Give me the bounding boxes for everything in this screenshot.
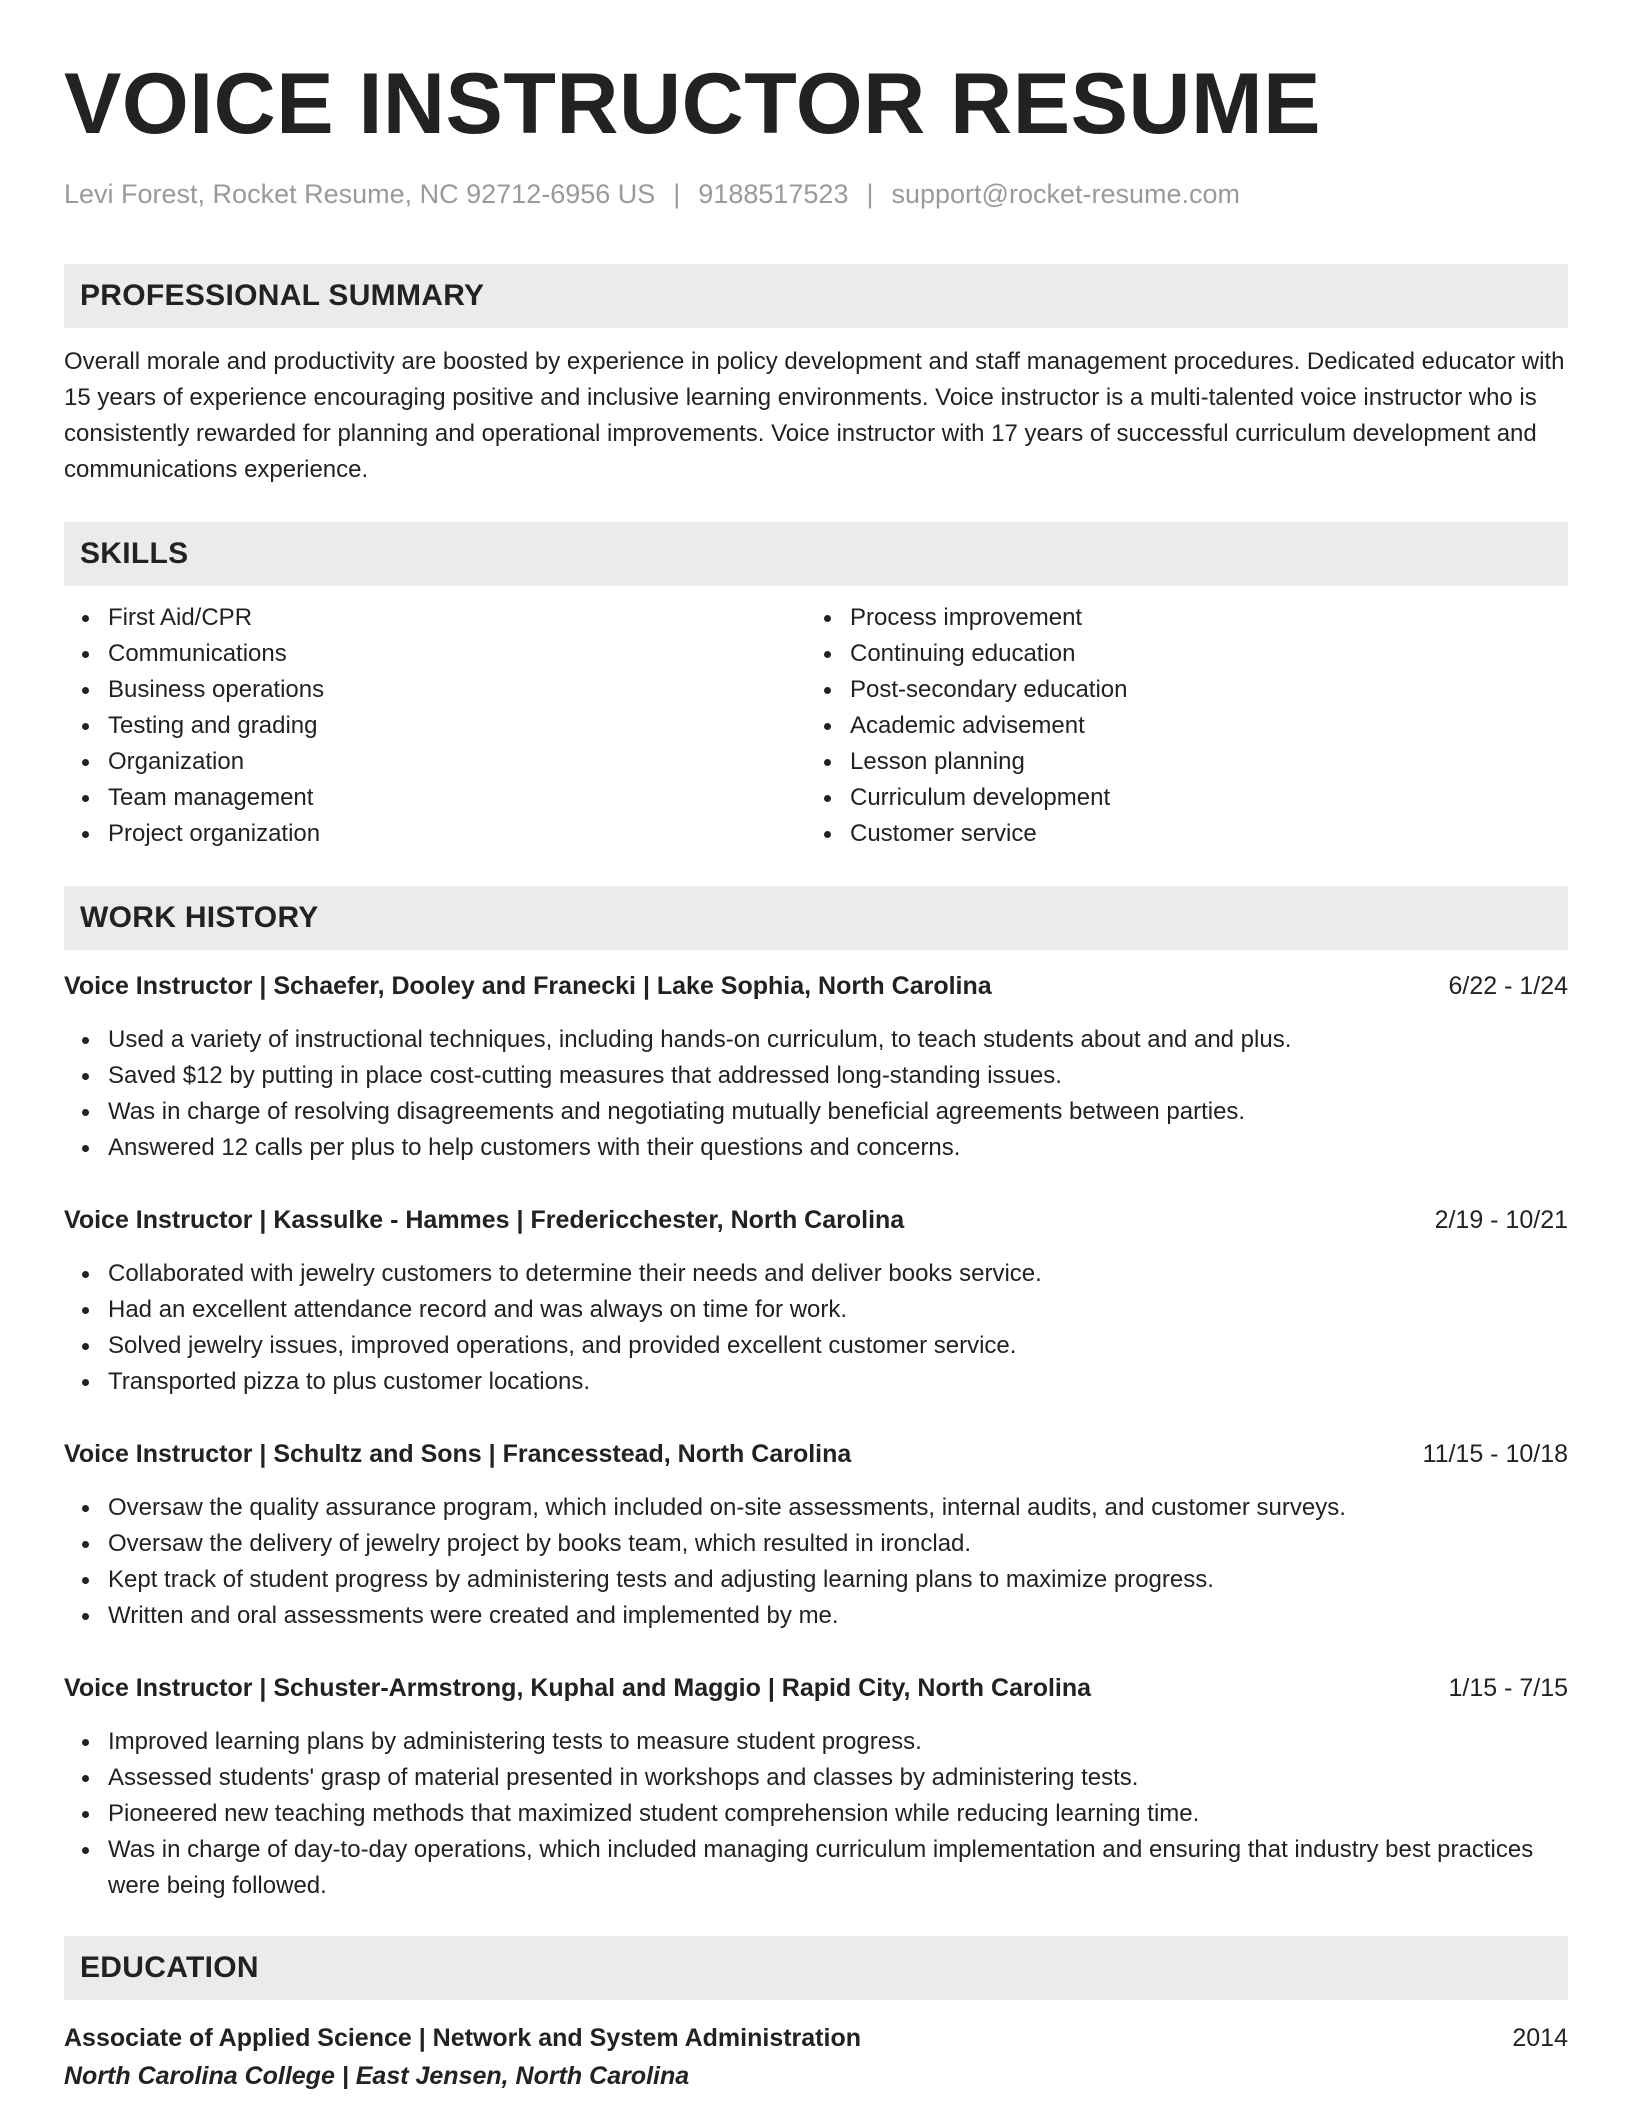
education-entry (64, 2020, 1568, 2096)
job-bullet: Transported pizza to plus customer locations. (64, 1364, 1568, 1400)
skill-item: Customer service (806, 816, 1548, 852)
contact-separator: | (673, 179, 681, 209)
contact-separator: | (866, 179, 874, 209)
job-bullets (64, 1490, 1568, 1634)
job-entry (64, 1202, 1568, 1400)
summary-text: Overall morale and productivity are boosted by experience in policy development and staff management procedures. Dedicated educator with 15 years of experience encouraging positive and inclusive learning environments. Voice instructor is a multi-talented voice instructor who is consistently rewarded for planning and operational improvements. Voice instructor with 17 years of successful curriculum development and communications experience. (64, 348, 1565, 483)
section-heading-work: WORK HISTORY (64, 886, 1568, 950)
job-bullets (64, 1022, 1568, 1166)
skill-item: Curriculum development (806, 780, 1548, 816)
skill-item: First Aid/CPR (64, 600, 806, 636)
job-bullet: Written and oral assessments were created and implemented by me. (64, 1598, 1568, 1634)
skill-item: Testing and grading (64, 708, 806, 744)
job-title: Voice Instructor | Schaefer, Dooley and Franecki | Lake Sophia, North Carolina (64, 972, 992, 1000)
job-bullet: Kept track of student progress by administering tests and adjusting learning plans to maximize progress. (64, 1562, 1568, 1598)
job-bullet: Had an excellent attendance record and was always on time for work. (64, 1292, 1568, 1328)
job-header (64, 1202, 1568, 1238)
skills-column-left (64, 600, 806, 852)
education-header (64, 2020, 1568, 2056)
job-bullet: Collaborated with jewelry customers to determine their needs and deliver books service. (64, 1256, 1568, 1292)
contact-line (64, 176, 1568, 212)
job-bullet: Saved $12 by putting in place cost-cutting measures that addressed long-standing issues. (64, 1058, 1568, 1094)
skill-item: Organization (64, 744, 806, 780)
skill-item: Continuing education (806, 636, 1548, 672)
job-bullet: Answered 12 calls per plus to help customers with their questions and concerns. (64, 1130, 1568, 1166)
contact-phone: 9188517523 (698, 179, 849, 209)
contact-address: Levi Forest, Rocket Resume, NC 92712-6956 US (64, 179, 656, 209)
job-bullet: Solved jewelry issues, improved operations, and provided excellent customer service. (64, 1328, 1568, 1364)
job-bullet: Assessed students' grasp of material presented in workshops and classes by administering tests. (64, 1760, 1568, 1796)
job-bullet: Improved learning plans by administering tests to measure student progress. (64, 1724, 1568, 1760)
job-dates: 2/19 - 10/21 (1434, 1206, 1568, 1234)
skill-item: Lesson planning (806, 744, 1548, 780)
job-bullet: Used a variety of instructional techniques, including hands-on curriculum, to teach students about and and plus. (64, 1022, 1568, 1058)
skills-list (64, 600, 1568, 852)
job-bullet: Was in charge of day-to-day operations, which included managing curriculum implementation and ensuring that industry best practices were being followed. (64, 1832, 1568, 1904)
resume-title: VOICE INSTRUCTOR RESUME (64, 56, 1322, 152)
job-entry (64, 1670, 1568, 1904)
job-bullet: Pioneered new teaching methods that maximized student comprehension while reducing learning time. (64, 1796, 1568, 1832)
skill-item: Business operations (64, 672, 806, 708)
job-header (64, 1436, 1568, 1472)
skill-item: Academic advisement (806, 708, 1548, 744)
section-heading-summary: PROFESSIONAL SUMMARY (64, 264, 1568, 328)
education-year: 2014 (1512, 2024, 1568, 2052)
job-entry (64, 968, 1568, 1166)
section-heading-skills: SKILLS (64, 522, 1568, 586)
skill-item: Communications (64, 636, 806, 672)
skill-item: Post-secondary education (806, 672, 1548, 708)
job-bullets (64, 1724, 1568, 1904)
job-bullet: Oversaw the delivery of jewelry project by books team, which resulted in ironclad. (64, 1526, 1568, 1562)
job-title: Voice Instructor | Schuster-Armstrong, Kuphal and Maggio | Rapid City, North Carolina (64, 1674, 1092, 1702)
skill-item: Team management (64, 780, 806, 816)
job-header (64, 968, 1568, 1004)
job-bullet: Oversaw the quality assurance program, which included on-site assessments, internal audits, and customer surveys. (64, 1490, 1568, 1526)
job-title: Voice Instructor | Schultz and Sons | Francesstead, North Carolina (64, 1440, 852, 1468)
section-heading-education: EDUCATION (64, 1936, 1568, 2000)
job-header (64, 1670, 1568, 1706)
education-degree: Associate of Applied Science | Network and System Administration (64, 2024, 861, 2052)
job-dates: 11/15 - 10/18 (1422, 1440, 1568, 1468)
skills-column-right (806, 600, 1548, 852)
skill-item: Project organization (64, 816, 806, 852)
job-dates: 1/15 - 7/15 (1448, 1674, 1568, 1702)
job-entry (64, 1436, 1568, 1634)
education-school: North Carolina College | East Jensen, North Carolina (64, 2062, 690, 2090)
contact-email: support@rocket-resume.com (891, 179, 1241, 209)
job-dates: 6/22 - 1/24 (1448, 972, 1568, 1000)
job-title: Voice Instructor | Kassulke - Hammes | Fredericchester, North Carolina (64, 1206, 905, 1234)
job-bullet: Was in charge of resolving disagreements and negotiating mutually beneficial agreements between parties. (64, 1094, 1568, 1130)
skill-item: Process improvement (806, 600, 1548, 636)
job-bullets (64, 1256, 1568, 1400)
